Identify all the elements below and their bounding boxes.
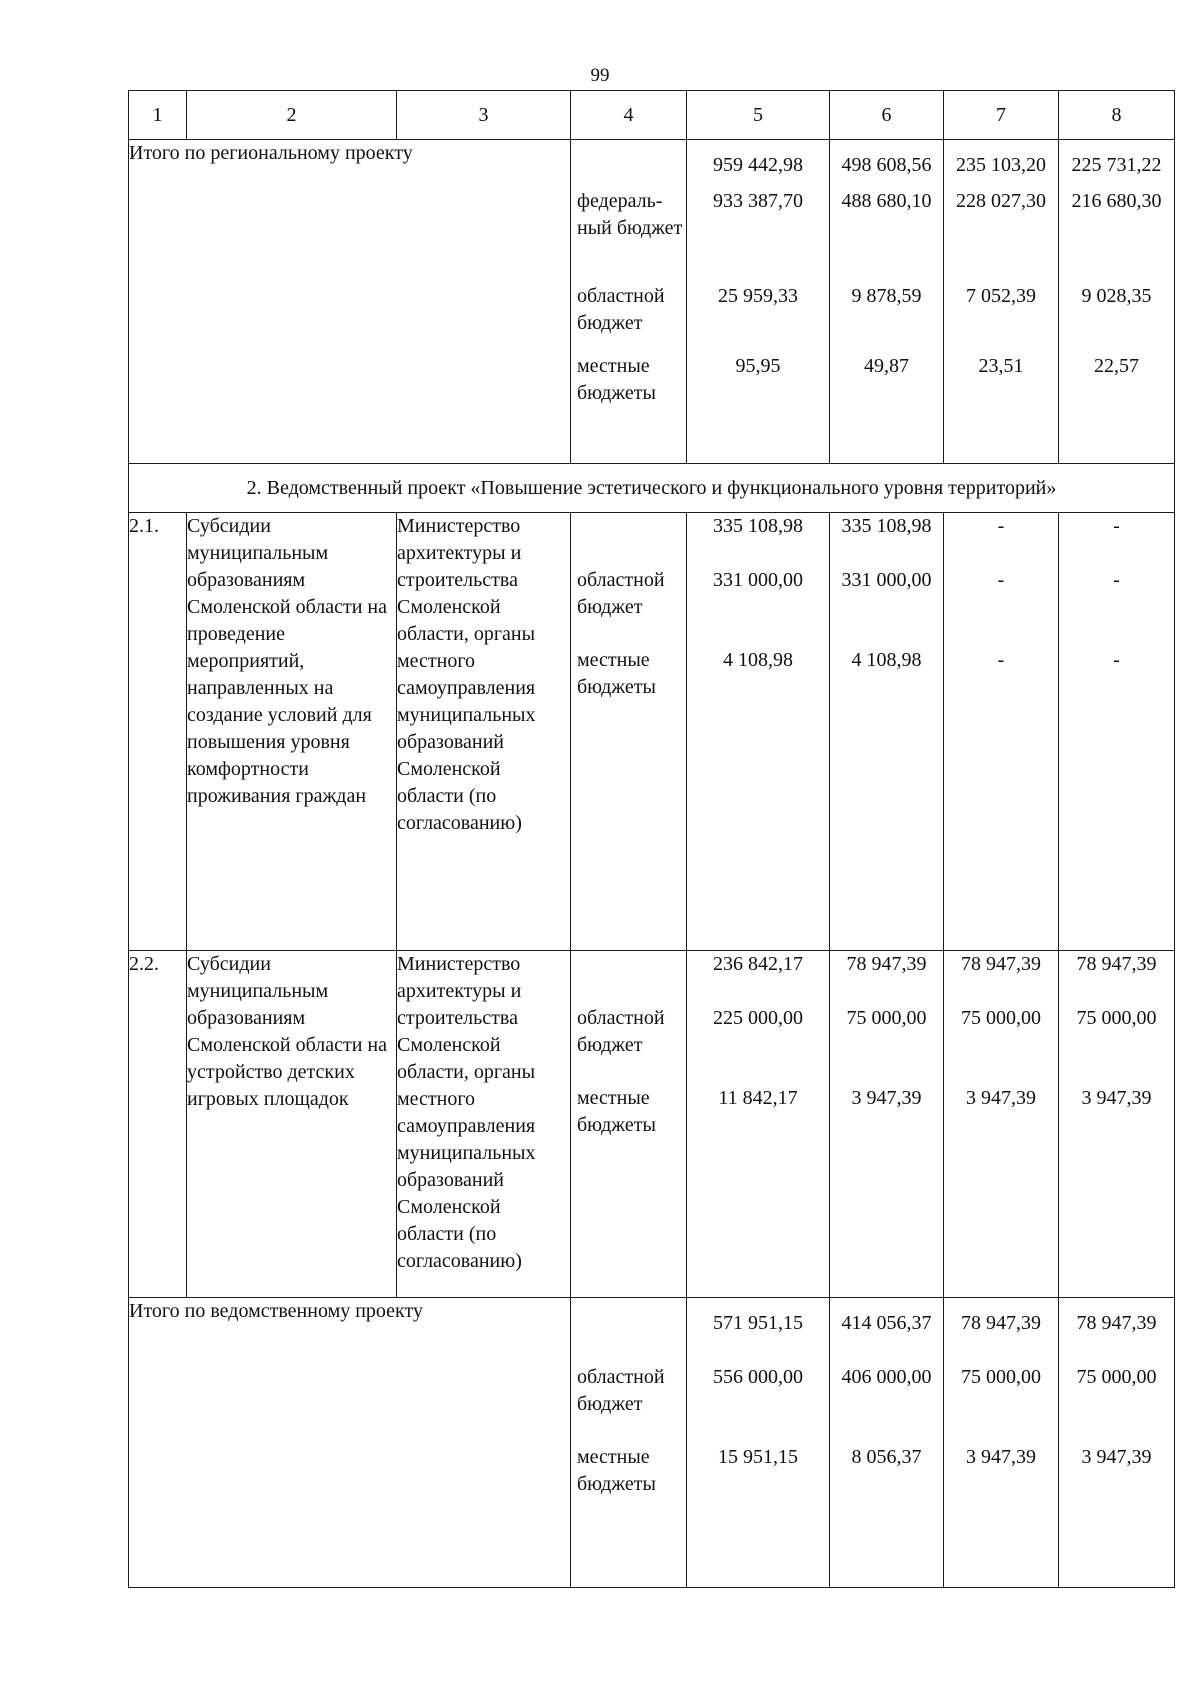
departmental-total-col5 <box>687 1298 830 1588</box>
row-sources <box>571 951 687 1298</box>
amount-total: 235 103,20 <box>956 154 1046 176</box>
funding-source: местные бюджеты <box>577 649 656 698</box>
row-col6 <box>830 513 944 951</box>
amount-total: 498 608,56 <box>841 154 932 176</box>
funding-source: федераль-ный бюджет <box>577 190 683 239</box>
amount: 3 947,39 <box>966 1087 1036 1109</box>
column-number: 6 <box>830 91 944 140</box>
row-description: Субсидии муниципальным образованиям Смоленской области на устройство детских игровых площадок <box>187 951 397 1298</box>
table-row <box>129 951 1175 1298</box>
departmental-total-label: Итого по ведомственному проекту <box>129 1298 571 1588</box>
regional-total-col8 <box>1059 140 1175 464</box>
amount-total: 335 108,98 <box>841 515 932 537</box>
column-number: 8 <box>1059 91 1175 140</box>
amount-total: 78 947,39 <box>961 1312 1041 1334</box>
amount: 75 000,00 <box>846 1007 927 1029</box>
departmental-total-sources <box>571 1298 687 1588</box>
amount-total: - <box>997 515 1005 537</box>
amount: 11 842,17 <box>718 1087 798 1109</box>
funding-source: областной бюджет <box>577 569 665 618</box>
amount-total: 959 442,98 <box>713 154 803 176</box>
amount-total: 225 731,22 <box>1071 154 1162 176</box>
table-row <box>129 513 1175 951</box>
amount: 933 387,70 <box>713 190 803 212</box>
amount: 406 000,00 <box>841 1366 932 1388</box>
amount: 556 000,00 <box>713 1366 803 1388</box>
amount: 95,95 <box>735 355 781 377</box>
amount: 216 680,30 <box>1071 190 1162 212</box>
amount: 331 000,00 <box>841 569 932 591</box>
column-number: 1 <box>129 91 187 140</box>
amount: 9 028,35 <box>1081 285 1152 307</box>
amount: 9 878,59 <box>851 285 922 307</box>
amount: 4 108,98 <box>851 649 922 671</box>
funding-source: местные бюджеты <box>577 1087 656 1136</box>
amount: 49,87 <box>864 355 909 377</box>
amount: 75 000,00 <box>1076 1366 1157 1388</box>
amount-total: 414 056,37 <box>841 1312 932 1334</box>
row-executor: Министерство архитектуры и строительства Смоленской области, органы местного самоуправления муниципальных образований Смоленской области (по согласованию) <box>397 951 571 1298</box>
amount: 4 108,98 <box>723 649 793 671</box>
section-title: 2. Ведомственный проект «Повышение эстетического и функционального уровня территорий» <box>129 464 1175 513</box>
amount: 25 959,33 <box>718 285 798 307</box>
regional-total-col7 <box>944 140 1059 464</box>
amount: 331 000,00 <box>713 569 803 591</box>
funding-source: областной бюджет <box>577 1366 665 1415</box>
row-number: 2.2. <box>129 951 187 1298</box>
column-number: 3 <box>397 91 571 140</box>
amount: 3 947,39 <box>1081 1446 1152 1468</box>
row-col5 <box>687 951 830 1298</box>
funding-source: областной бюджет <box>577 1007 665 1056</box>
row-col6 <box>830 951 944 1298</box>
column-number: 4 <box>571 91 687 140</box>
amount: 75 000,00 <box>961 1007 1041 1029</box>
column-number: 7 <box>944 91 1059 140</box>
column-number-row <box>129 91 1175 140</box>
section-title-row <box>129 464 1175 513</box>
amount-total: - <box>1113 515 1120 537</box>
amount-total: 78 947,39 <box>1076 1312 1157 1334</box>
amount: - <box>997 649 1005 671</box>
amount: 22,57 <box>1094 355 1139 377</box>
regional-total-label: Итого по региональному проекту <box>129 140 571 464</box>
row-executor: Министерство архитектуры и строительства Смоленской области, органы местного самоуправления муниципальных образований Смоленской области (по согласованию) <box>397 513 571 951</box>
amount-total: 571 951,15 <box>713 1312 803 1334</box>
column-number: 2 <box>187 91 397 140</box>
amount: 3 947,39 <box>966 1446 1036 1468</box>
amount-total: 78 947,39 <box>846 953 927 975</box>
amount: - <box>997 569 1005 591</box>
departmental-total-row <box>129 1298 1175 1588</box>
regional-total-col6 <box>830 140 944 464</box>
departmental-total-col8 <box>1059 1298 1175 1588</box>
departmental-total-col6 <box>830 1298 944 1588</box>
budget-table <box>128 90 1175 1588</box>
amount-total: 78 947,39 <box>961 953 1041 975</box>
row-description: Субсидии муниципальным образованиям Смоленской области на проведение мероприятий, направленных на создание условий для повышения уровня комфортности проживания граждан <box>187 513 397 951</box>
row-col7 <box>944 513 1059 951</box>
amount: - <box>1113 649 1120 671</box>
funding-source: местные бюджеты <box>577 1446 656 1495</box>
amount: 3 947,39 <box>851 1087 922 1109</box>
amount: 8 056,37 <box>851 1446 922 1468</box>
amount: 75 000,00 <box>1076 1007 1157 1029</box>
row-sources <box>571 513 687 951</box>
regional-total-col5 <box>687 140 830 464</box>
amount: 23,51 <box>978 355 1024 377</box>
row-col8 <box>1059 513 1175 951</box>
amount: 488 680,10 <box>841 190 932 212</box>
regional-total-sources <box>571 140 687 464</box>
amount-total: 236 842,17 <box>713 953 803 975</box>
amount: 228 027,30 <box>956 190 1046 212</box>
departmental-total-col7 <box>944 1298 1059 1588</box>
amount: 15 951,15 <box>718 1446 798 1468</box>
row-col7 <box>944 951 1059 1298</box>
amount: 7 052,39 <box>966 285 1036 307</box>
amount: - <box>1113 569 1120 591</box>
amount: 75 000,00 <box>961 1366 1041 1388</box>
page-number: 99 <box>590 65 610 86</box>
funding-source: областной бюджет <box>577 285 665 334</box>
funding-source: местные бюджеты <box>577 355 656 404</box>
row-col5 <box>687 513 830 951</box>
column-number: 5 <box>687 91 830 140</box>
amount: 225 000,00 <box>713 1007 803 1029</box>
amount: 3 947,39 <box>1081 1087 1152 1109</box>
row-col8 <box>1059 951 1175 1298</box>
row-number: 2.1. <box>129 513 187 951</box>
amount-total: 335 108,98 <box>713 515 803 537</box>
amount-total: 78 947,39 <box>1076 953 1157 975</box>
regional-total-row <box>129 140 1175 464</box>
